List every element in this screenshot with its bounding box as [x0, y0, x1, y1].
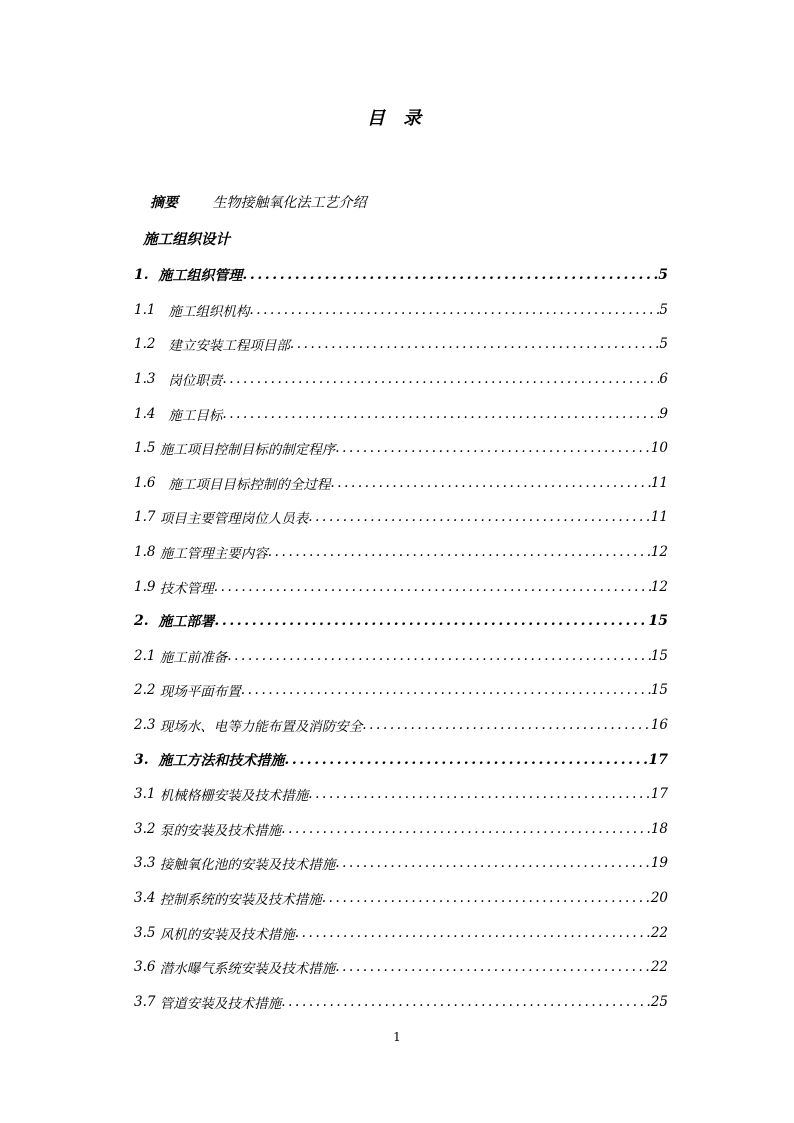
toc-entry-page: 15 [650, 647, 668, 664]
toc-entry-title: 施工项目控制目标的制定程序 [159, 442, 336, 459]
toc-entry[interactable] [134, 673, 668, 708]
toc-entry[interactable] [134, 569, 668, 604]
toc-entry-number: 3. [134, 751, 159, 768]
toc-entry-page: 18 [650, 820, 668, 837]
toc-entry-title: 建立安装工程项目部 [168, 338, 290, 355]
toc-entry[interactable] [134, 915, 668, 950]
toc-entry[interactable] [134, 396, 668, 431]
toc-dot-leader [222, 406, 659, 422]
toc-entry-number: 3.1 [134, 786, 160, 803]
toc-entry-page: 11 [650, 474, 668, 491]
toc-entry-number: 1.8 [134, 544, 160, 561]
toc-entry-number: 1.2 [134, 336, 169, 353]
toc-entry[interactable] [134, 293, 668, 328]
toc-entry-page: 5 [659, 336, 668, 353]
abstract-line [150, 192, 366, 212]
table-of-contents [134, 258, 668, 1019]
toc-entry[interactable] [134, 881, 668, 916]
toc-dot-leader [227, 648, 651, 664]
toc-entry-page: 9 [659, 405, 668, 422]
toc-entry-page: 10 [650, 440, 668, 457]
toc-entry-title: 技术管理 [159, 580, 214, 597]
toc-entry-title: 风机的安装及技术措施 [159, 926, 295, 943]
toc-entry-number: 2.3 [134, 717, 160, 734]
toc-entry-title: 施工前准备 [159, 649, 228, 666]
page-number: 1 [393, 1030, 401, 1044]
toc-dot-leader [249, 302, 659, 318]
toc-dot-leader [308, 786, 651, 802]
toc-entry[interactable] [134, 742, 668, 777]
toc-entry-number: 1.6 [134, 474, 169, 491]
toc-dot-leader [222, 371, 659, 387]
abstract-label: 摘要 [150, 195, 178, 211]
toc-entry[interactable] [134, 535, 668, 570]
toc-entry-page: 22 [650, 924, 668, 941]
toc-dot-leader [268, 544, 651, 560]
toc-entry-title: 机械格栅安装及技术措施 [159, 788, 309, 805]
toc-entry-title: 潜水曝气系统安装及技术措施 [159, 961, 336, 978]
toc-entry-title: 现场平面布置 [159, 684, 241, 701]
toc-entry-page: 12 [650, 544, 668, 561]
toc-entry-page: 25 [650, 993, 668, 1010]
toc-entry-number: 3.5 [134, 924, 160, 941]
toc-entry[interactable] [134, 362, 668, 397]
toc-entry-title: 控制系统的安装及技术措施 [159, 891, 322, 908]
toc-dot-leader [281, 994, 651, 1010]
toc-dot-leader [330, 475, 650, 491]
toc-dot-leader [308, 509, 651, 525]
toc-entry-title: 现场水、电等力能布置及消防安全 [159, 719, 363, 736]
toc-entry[interactable] [134, 984, 668, 1019]
toc-entry[interactable] [134, 500, 668, 535]
toc-entry-number: 3.7 [134, 993, 160, 1010]
toc-entry-title: 施工组织机构 [168, 303, 250, 320]
toc-entry-page: 12 [650, 578, 668, 595]
toc-entry-title: 施工部署 [158, 614, 215, 631]
toc-dot-leader [242, 267, 658, 283]
toc-entry-page: 11 [650, 509, 668, 526]
toc-entry-number: 1.5 [134, 440, 160, 457]
toc-entry-number: 1.3 [134, 371, 169, 388]
toc-entry-page: 15 [648, 613, 668, 630]
toc-dot-leader [295, 925, 651, 941]
toc-dot-leader [214, 579, 651, 595]
toc-entry-title: 施工目标 [168, 407, 223, 424]
toc-entry[interactable] [134, 708, 668, 743]
toc-entry-title: 施工管理主要内容 [159, 546, 268, 563]
toc-entry-number: 3.3 [134, 855, 160, 872]
toc-dot-leader [281, 821, 651, 837]
toc-entry-title: 施工方法和技术措施 [158, 752, 285, 769]
toc-entry[interactable] [134, 258, 668, 293]
toc-entry-page: 5 [659, 301, 668, 318]
toc-entry-number: 2.2 [134, 682, 160, 699]
toc-entry-title: 施工组织管理 [158, 268, 243, 285]
toc-entry-number: 1.1 [134, 301, 169, 318]
toc-entry-page: 19 [650, 855, 668, 872]
toc-entry-number: 2.1 [134, 647, 160, 664]
abstract-text: 生物接触氧化法工艺介绍 [212, 195, 367, 211]
toc-entry-page: 15 [650, 682, 668, 699]
toc-entry-title: 施工项目目标控制的全过程 [168, 476, 331, 493]
toc-entry-title: 管道安装及技术措施 [159, 995, 282, 1012]
toc-entry[interactable] [134, 639, 668, 674]
toc-entry-number: 3.6 [134, 959, 160, 976]
toc-entry-page: 16 [650, 717, 668, 734]
toc-entry-title: 接触氧化池的安装及技术措施 [159, 857, 336, 874]
toc-dot-leader [290, 336, 660, 352]
toc-entry-page: 6 [659, 371, 668, 388]
toc-entry[interactable] [134, 327, 668, 362]
toc-entry-number: 1.9 [134, 578, 160, 595]
toc-entry-title: 岗位职责 [168, 373, 223, 390]
toc-entry[interactable] [134, 846, 668, 881]
toc-entry-page: 17 [650, 786, 668, 803]
page-title: 目 录 [366, 108, 428, 129]
toc-entry[interactable] [134, 812, 668, 847]
toc-entry-title: 项目主要管理岗位人员表 [159, 511, 309, 528]
toc-dot-leader [335, 440, 651, 456]
toc-dot-leader [241, 682, 651, 698]
toc-entry-page: 5 [658, 267, 668, 284]
toc-entry-number: 3.2 [134, 820, 160, 837]
toc-entry-number: 3.4 [134, 889, 160, 906]
toc-dot-leader [284, 752, 648, 768]
toc-entry-number: 1.7 [134, 509, 160, 526]
toc-entry-page: 17 [648, 751, 668, 768]
toc-entry-number: 2. [134, 613, 159, 630]
toc-entry[interactable] [134, 604, 668, 639]
section-subtitle: 施工组织设计 [143, 231, 230, 248]
toc-entry-page: 22 [650, 959, 668, 976]
toc-entry[interactable] [134, 431, 668, 466]
toc-entry-page: 20 [650, 889, 668, 906]
toc-dot-leader [322, 890, 651, 906]
toc-dot-leader [335, 959, 651, 975]
toc-dot-leader [214, 613, 648, 629]
toc-entry[interactable] [134, 466, 668, 501]
toc-entry-title: 泵的安装及技术措施 [159, 822, 282, 839]
toc-dot-leader [335, 855, 651, 871]
toc-entry-number: 1. [134, 267, 159, 284]
toc-entry[interactable] [134, 777, 668, 812]
toc-entry-number: 1.4 [134, 405, 169, 422]
toc-dot-leader [362, 717, 651, 733]
toc-entry[interactable] [134, 950, 668, 985]
